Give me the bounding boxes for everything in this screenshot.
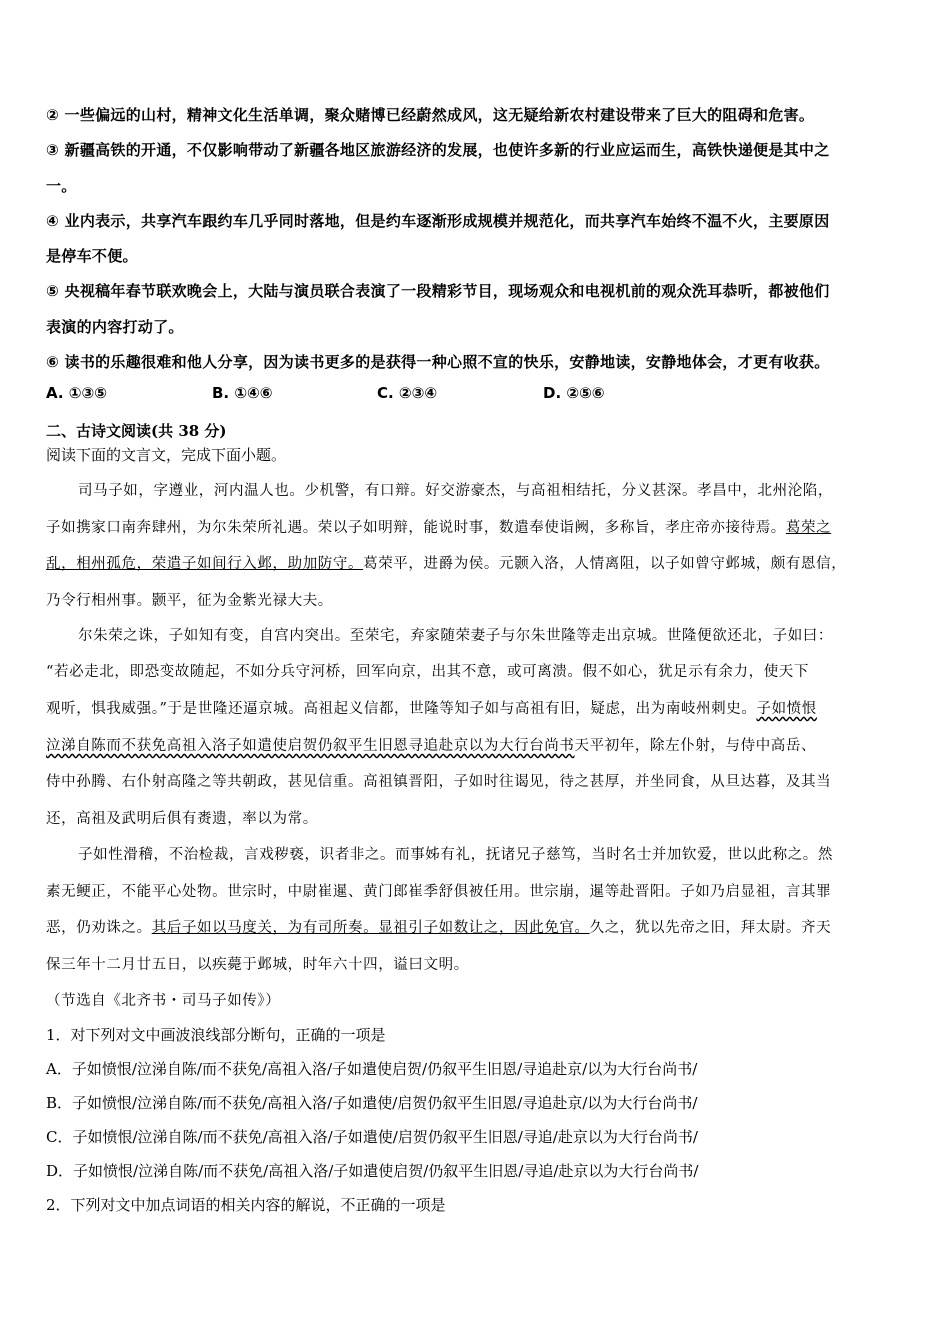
sentence-3-line-1: ③ 新疆高铁的开通，不仅影响带动了新疆各地区旅游经济的发展，也使许多新的行业应运而生，高铁快递便是其中之 <box>46 141 830 159</box>
sentence-4-line-2: 是停车不便。 <box>46 247 138 265</box>
passage-line <box>46 916 908 937</box>
option-d: D. ②⑤⑥ <box>543 384 605 402</box>
passage-line <box>46 516 908 537</box>
question-1-option-b: B．子如愤恨/泣涕自陈/而不获免/高祖入洛/子如遣使/启贺仍叙平生旧恩/寻追赴京/以为大行台尚书/ <box>46 1094 698 1112</box>
passage-line: 司马子如，字遵业，河内温人也。少机警，有口辩。好交游豪杰，与高祖相结托，分义甚深。孝昌中，北州沦陷， <box>78 483 833 499</box>
underlined-text: 葛荣之 <box>785 520 832 536</box>
wavy-underlined-text: 子如愤恨 <box>756 701 817 717</box>
passage-line: 保三年十二月廿五日，以疾薨于邺城，时年六十四，谥曰文明。 <box>46 957 469 973</box>
passage-line <box>46 552 908 573</box>
passage-source: （节选自《北齐书・司马子如传》） <box>46 993 281 1009</box>
question-1-option-a: A．子如愤恨/泣涕自陈/而不获免/高祖入洛/子如遣使启贺/仍叙平生旧恩/寻追赴京/以为大行台尚书/ <box>46 1060 698 1078</box>
passage-line: 素无鲠正，不能平心处物。世宗时，中尉崔暹、黄门郎崔季舒俱被任用。世宗崩，暹等赴晋阳。子如乃启显祖，言其罪 <box>46 884 832 900</box>
sentence-5-line-2: 表演的内容打动了。 <box>46 318 184 336</box>
passage-line <box>46 734 908 755</box>
question-1-option-d: D．子如愤恨/泣涕自陈/而不获免/高祖入洛/子如遣使启贺/仍叙平生旧恩/寻追/赴京以为大行台尚书/ <box>46 1162 699 1180</box>
passage-line: 侍中孙腾、右仆射高隆之等共朝政，甚见信重。高祖镇晋阳，子如时往谒见，待之甚厚，并坐同食，从旦达暮，及其当 <box>46 774 832 790</box>
option-b: B. ①④⑥ <box>212 384 273 402</box>
question-2: 2．下列对文中加点词语的相关内容的解说，不正确的一项是 <box>46 1196 446 1214</box>
passage-text: 子如携家口南奔肆州，为尔朱荣所礼遇。荣以子如明辩，能说时事，数遣奉使诣阙，多称旨，孝庄帝亦接待焉。 <box>46 520 786 536</box>
question-1: 1．对下列对文中画波浪线部分断句，正确的一项是 <box>46 1026 386 1044</box>
section-instruction: 阅读下面的文言文，完成下面小题。 <box>46 446 287 464</box>
question-1-option-c: C．子如愤恨/泣涕自陈/而不获免/高祖入洛/子如遣使/启贺仍叙平生旧恩/寻追/赴京以为大行台尚书/ <box>46 1128 698 1146</box>
underlined-text: 其后子如以马度关，为有司所奏。显祖引子如数让之，因此免官。 <box>151 920 590 936</box>
passage-text: 恶，仍劝诛之。 <box>46 920 152 936</box>
sentence-3-line-2: 一。 <box>46 177 77 195</box>
option-c: C. ②③④ <box>377 384 438 402</box>
passage-text: 久之，犹以先帝之旧，拜太尉。齐天 <box>589 920 832 936</box>
option-a: A. ①③⑤ <box>46 384 107 402</box>
sentence-6: ⑥ 读书的乐趣很难和他人分享，因为读书更多的是获得一种心照不宣的快乐，安静地读，安静地体会，才更有收获。 <box>46 353 830 371</box>
sentence-4-line-1: ④ 业内表示，共享汽车跟约车几乎同时落地，但是约车逐渐形成规模并规范化，而共享汽车始终不温不火，主要原因 <box>46 212 830 230</box>
passage-line <box>46 697 908 718</box>
passage-text: 葛荣平，进爵为侯。元颢入洛，人情离阻，以子如曾守邺城，颇有恩信， <box>363 556 847 572</box>
sentence-2: ② 一些偏远的山村，精神文化生活单调，聚众赌博已经蔚然成风，这无疑给新农村建设带来了巨大的阻碍和危害。 <box>46 106 815 124</box>
passage-line: 还，高祖及武明后俱有赉遗，率以为常。 <box>46 811 318 827</box>
passage-line: 尔朱荣之诛，子如知有变，自宫内突出。至荣宅，弃家随荣妻子与尔朱世隆等走出京城。世隆便欲还北，子如曰： <box>78 628 833 644</box>
underlined-text: 乱，相州孤危，荣遣子如间行入邺，助加防守。 <box>46 556 364 572</box>
section-title: 二、古诗文阅读(共 38 分) <box>46 422 227 440</box>
passage-line: 子如性滑稽，不治检裁，言戏秽亵，识者非之。而事姊有礼，抚诸兄子慈笃，当时名士并加钦爱，世以此称之。然 <box>78 847 833 863</box>
passage-line: “若必走北，即恐变故随起，不如分兵守河桥，回军向京，出其不意，或可离溃。假不如心，犹足示有余力，使天下 <box>46 664 810 680</box>
wavy-underlined-text: 泣涕自陈而不获免高祖入洛子如遣使启贺仍叙平生旧恩寻追赴京以为大行台尚书 <box>46 738 575 754</box>
passage-text: 观听，惧我威强。”于是世隆还逼京城。高祖起义信都，世隆等知子如与高祖有旧，疑虑，出为南岐州刺史。 <box>46 701 757 717</box>
passage-line: 乃令行相州事。颢平，征为金紫光禄大夫。 <box>46 593 333 609</box>
answer-options <box>46 384 908 404</box>
passage-text: 天平初年，除左仆射，与侍中高岳、 <box>574 738 817 754</box>
sentence-5-line-1: ⑤ 央视稿年春节联欢晚会上，大陆与演员联合表演了一段精彩节目，现场观众和电视机前的观众洗耳恭听，都被他们 <box>46 282 830 300</box>
